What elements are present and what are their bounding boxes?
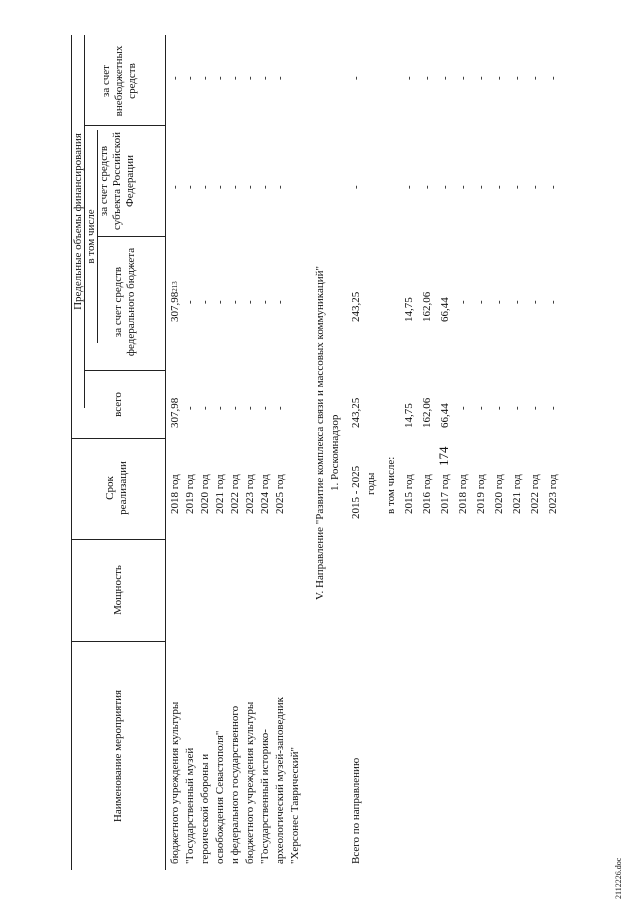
federal-cell: 66,44 xyxy=(439,297,451,322)
regional-cell: - xyxy=(547,185,559,189)
federal-cell: 14,75 xyxy=(403,297,415,322)
total-cell: - xyxy=(547,406,559,410)
regional-cell: - xyxy=(350,185,362,189)
regional-cell: - xyxy=(259,185,271,189)
activity-name-line: бюджетного учреждения культуры xyxy=(244,701,256,864)
year-cell: 2018 год xyxy=(169,474,181,514)
regional-cell: - xyxy=(511,185,523,189)
regional-cell: - xyxy=(184,185,196,189)
total-cell: - xyxy=(457,406,469,410)
federal-cell: - xyxy=(229,300,241,304)
including-label: в том числе: xyxy=(385,456,397,514)
regional-cell: - xyxy=(439,185,451,189)
year-cell: 2021 год xyxy=(511,474,523,514)
total-cell: - xyxy=(493,406,505,410)
activity-name-line: "Государственный музей xyxy=(184,747,196,864)
year-cell: 2020 год xyxy=(493,474,505,514)
year-cell: 2023 год xyxy=(244,474,256,514)
total-cell: - xyxy=(229,406,241,410)
total-cell: - xyxy=(274,406,286,410)
extrabudget-cell: - xyxy=(229,76,241,80)
regional-cell: - xyxy=(529,185,541,189)
total-cell: 66,44 xyxy=(439,403,451,428)
total-cell: - xyxy=(184,406,196,410)
year-cell: 2019 год xyxy=(184,474,196,514)
subsection-title: 1. Роскомнадзор xyxy=(329,414,341,491)
activity-name-line: "Херсонес Таврический" xyxy=(289,747,301,864)
extrabudget-cell: - xyxy=(214,76,226,80)
year-cell: 2022 год xyxy=(529,474,541,514)
federal-cell: - xyxy=(214,300,226,304)
federal-cell: - xyxy=(199,300,211,304)
regional-cell: - xyxy=(475,185,487,189)
header-federal: за счет средств федерального бюджета xyxy=(112,247,137,357)
total-cell: 14,75 xyxy=(403,403,415,428)
extrabudget-cell: - xyxy=(169,76,181,80)
extrabudget-cell: - xyxy=(199,76,211,80)
direction-total-label: Всего по направлению xyxy=(350,757,362,864)
regional-cell: - xyxy=(214,185,226,189)
extrabudget-cell: - xyxy=(274,76,286,80)
year-cell: 2023 год xyxy=(547,474,559,514)
footnote-ref: 213 xyxy=(171,281,179,292)
footer-file-code: 2112226.doc xyxy=(614,857,623,899)
year-cell: 2024 год xyxy=(259,474,271,514)
section-title: V. Направление "Развитие комплекса связи и массовых коммуникаций" xyxy=(314,265,326,600)
header-financing-limits: Предельные объемы финансирования xyxy=(72,133,84,310)
extrabudget-cell: - xyxy=(475,76,487,80)
extrabudget-cell: - xyxy=(421,76,433,80)
year-cell: 2019 год xyxy=(475,474,487,514)
total-cell: - xyxy=(529,406,541,410)
federal-cell: - xyxy=(244,300,256,304)
total-cell: - xyxy=(199,406,211,410)
federal-cell: - xyxy=(274,300,286,304)
regional-cell: - xyxy=(274,185,286,189)
total-cell: 307,98 xyxy=(169,397,181,428)
regional-cell: - xyxy=(244,185,256,189)
extrabudget-cell: - xyxy=(457,76,469,80)
header-including: в том числе xyxy=(85,209,97,264)
federal-cell: 162,06 xyxy=(421,291,433,322)
activity-name-line: героической обороны и xyxy=(199,753,211,864)
header-capacity: Мощность xyxy=(112,565,124,615)
total-cell: 243,25 xyxy=(350,397,362,428)
header-term: Срок реализации xyxy=(104,461,129,515)
total-cell: - xyxy=(511,406,523,410)
regional-cell: - xyxy=(199,185,211,189)
activity-name-line: археологический музей-заповедник xyxy=(274,697,286,864)
extrabudget-cell: - xyxy=(511,76,523,80)
header-regional: за счет средств субъекта Российской Федерации xyxy=(98,132,136,230)
extrabudget-cell: - xyxy=(493,76,505,80)
regional-cell: - xyxy=(169,185,181,189)
activity-name-line: и федерального государственного xyxy=(229,705,241,864)
year-cell: 2018 год xyxy=(457,474,469,514)
federal-cell: - xyxy=(259,300,271,304)
year-cell: 2025 год xyxy=(274,474,286,514)
divider-federal-regional xyxy=(97,236,165,237)
total-cell: - xyxy=(475,406,487,410)
federal-cell: - xyxy=(457,300,469,304)
extrabudget-cell: - xyxy=(244,76,256,80)
extrabudget-cell: - xyxy=(439,76,451,80)
term-cell: 2015 - 2025 xyxy=(350,465,362,519)
extrabudget-cell: - xyxy=(259,76,271,80)
federal-cell: - xyxy=(493,300,505,304)
federal-cell xyxy=(169,281,182,322)
term-cell-line2: годы xyxy=(365,472,377,495)
total-cell: - xyxy=(244,406,256,410)
federal-cell: 243,25 xyxy=(350,291,362,322)
header-extrabudget: за счет внебюджетных средств xyxy=(100,45,138,117)
divider-regional-extra xyxy=(84,125,165,126)
header-name: Наименование мероприятия xyxy=(112,689,124,823)
header-total: всего xyxy=(112,392,124,417)
year-cell: 2022 год xyxy=(229,474,241,514)
extrabudget-cell: - xyxy=(184,76,196,80)
extrabudget-cell: - xyxy=(529,76,541,80)
federal-cell: - xyxy=(511,300,523,304)
activity-name-line: "Государственный историко- xyxy=(259,729,271,864)
total-cell: 162,06 xyxy=(421,397,433,428)
federal-cell: - xyxy=(529,300,541,304)
federal-cell: - xyxy=(475,300,487,304)
extrabudget-cell: - xyxy=(403,76,415,80)
year-cell: 2017 год xyxy=(439,474,451,514)
regional-cell: - xyxy=(457,185,469,189)
extrabudget-cell: - xyxy=(547,76,559,80)
federal-cell: - xyxy=(184,300,196,304)
federal-cell: - xyxy=(547,300,559,304)
year-cell: 2015 год xyxy=(403,474,415,514)
total-cell: - xyxy=(214,406,226,410)
federal-value: 307,98 xyxy=(169,291,181,322)
divider-term-total xyxy=(71,438,165,439)
activity-name-line: бюджетного учреждения культуры xyxy=(169,701,181,864)
regional-cell: - xyxy=(421,185,433,189)
total-cell: - xyxy=(259,406,271,410)
year-cell: 2021 год xyxy=(214,474,226,514)
activity-name-line: освобождения Севастополя" xyxy=(214,730,226,864)
year-cell: 2020 год xyxy=(199,474,211,514)
regional-cell: - xyxy=(493,185,505,189)
regional-cell: - xyxy=(403,185,415,189)
header-bottom-border xyxy=(165,35,166,870)
regional-cell: - xyxy=(229,185,241,189)
page-number: 174 xyxy=(436,446,451,466)
extrabudget-cell: - xyxy=(350,76,362,80)
year-cell: 2016 год xyxy=(421,474,433,514)
